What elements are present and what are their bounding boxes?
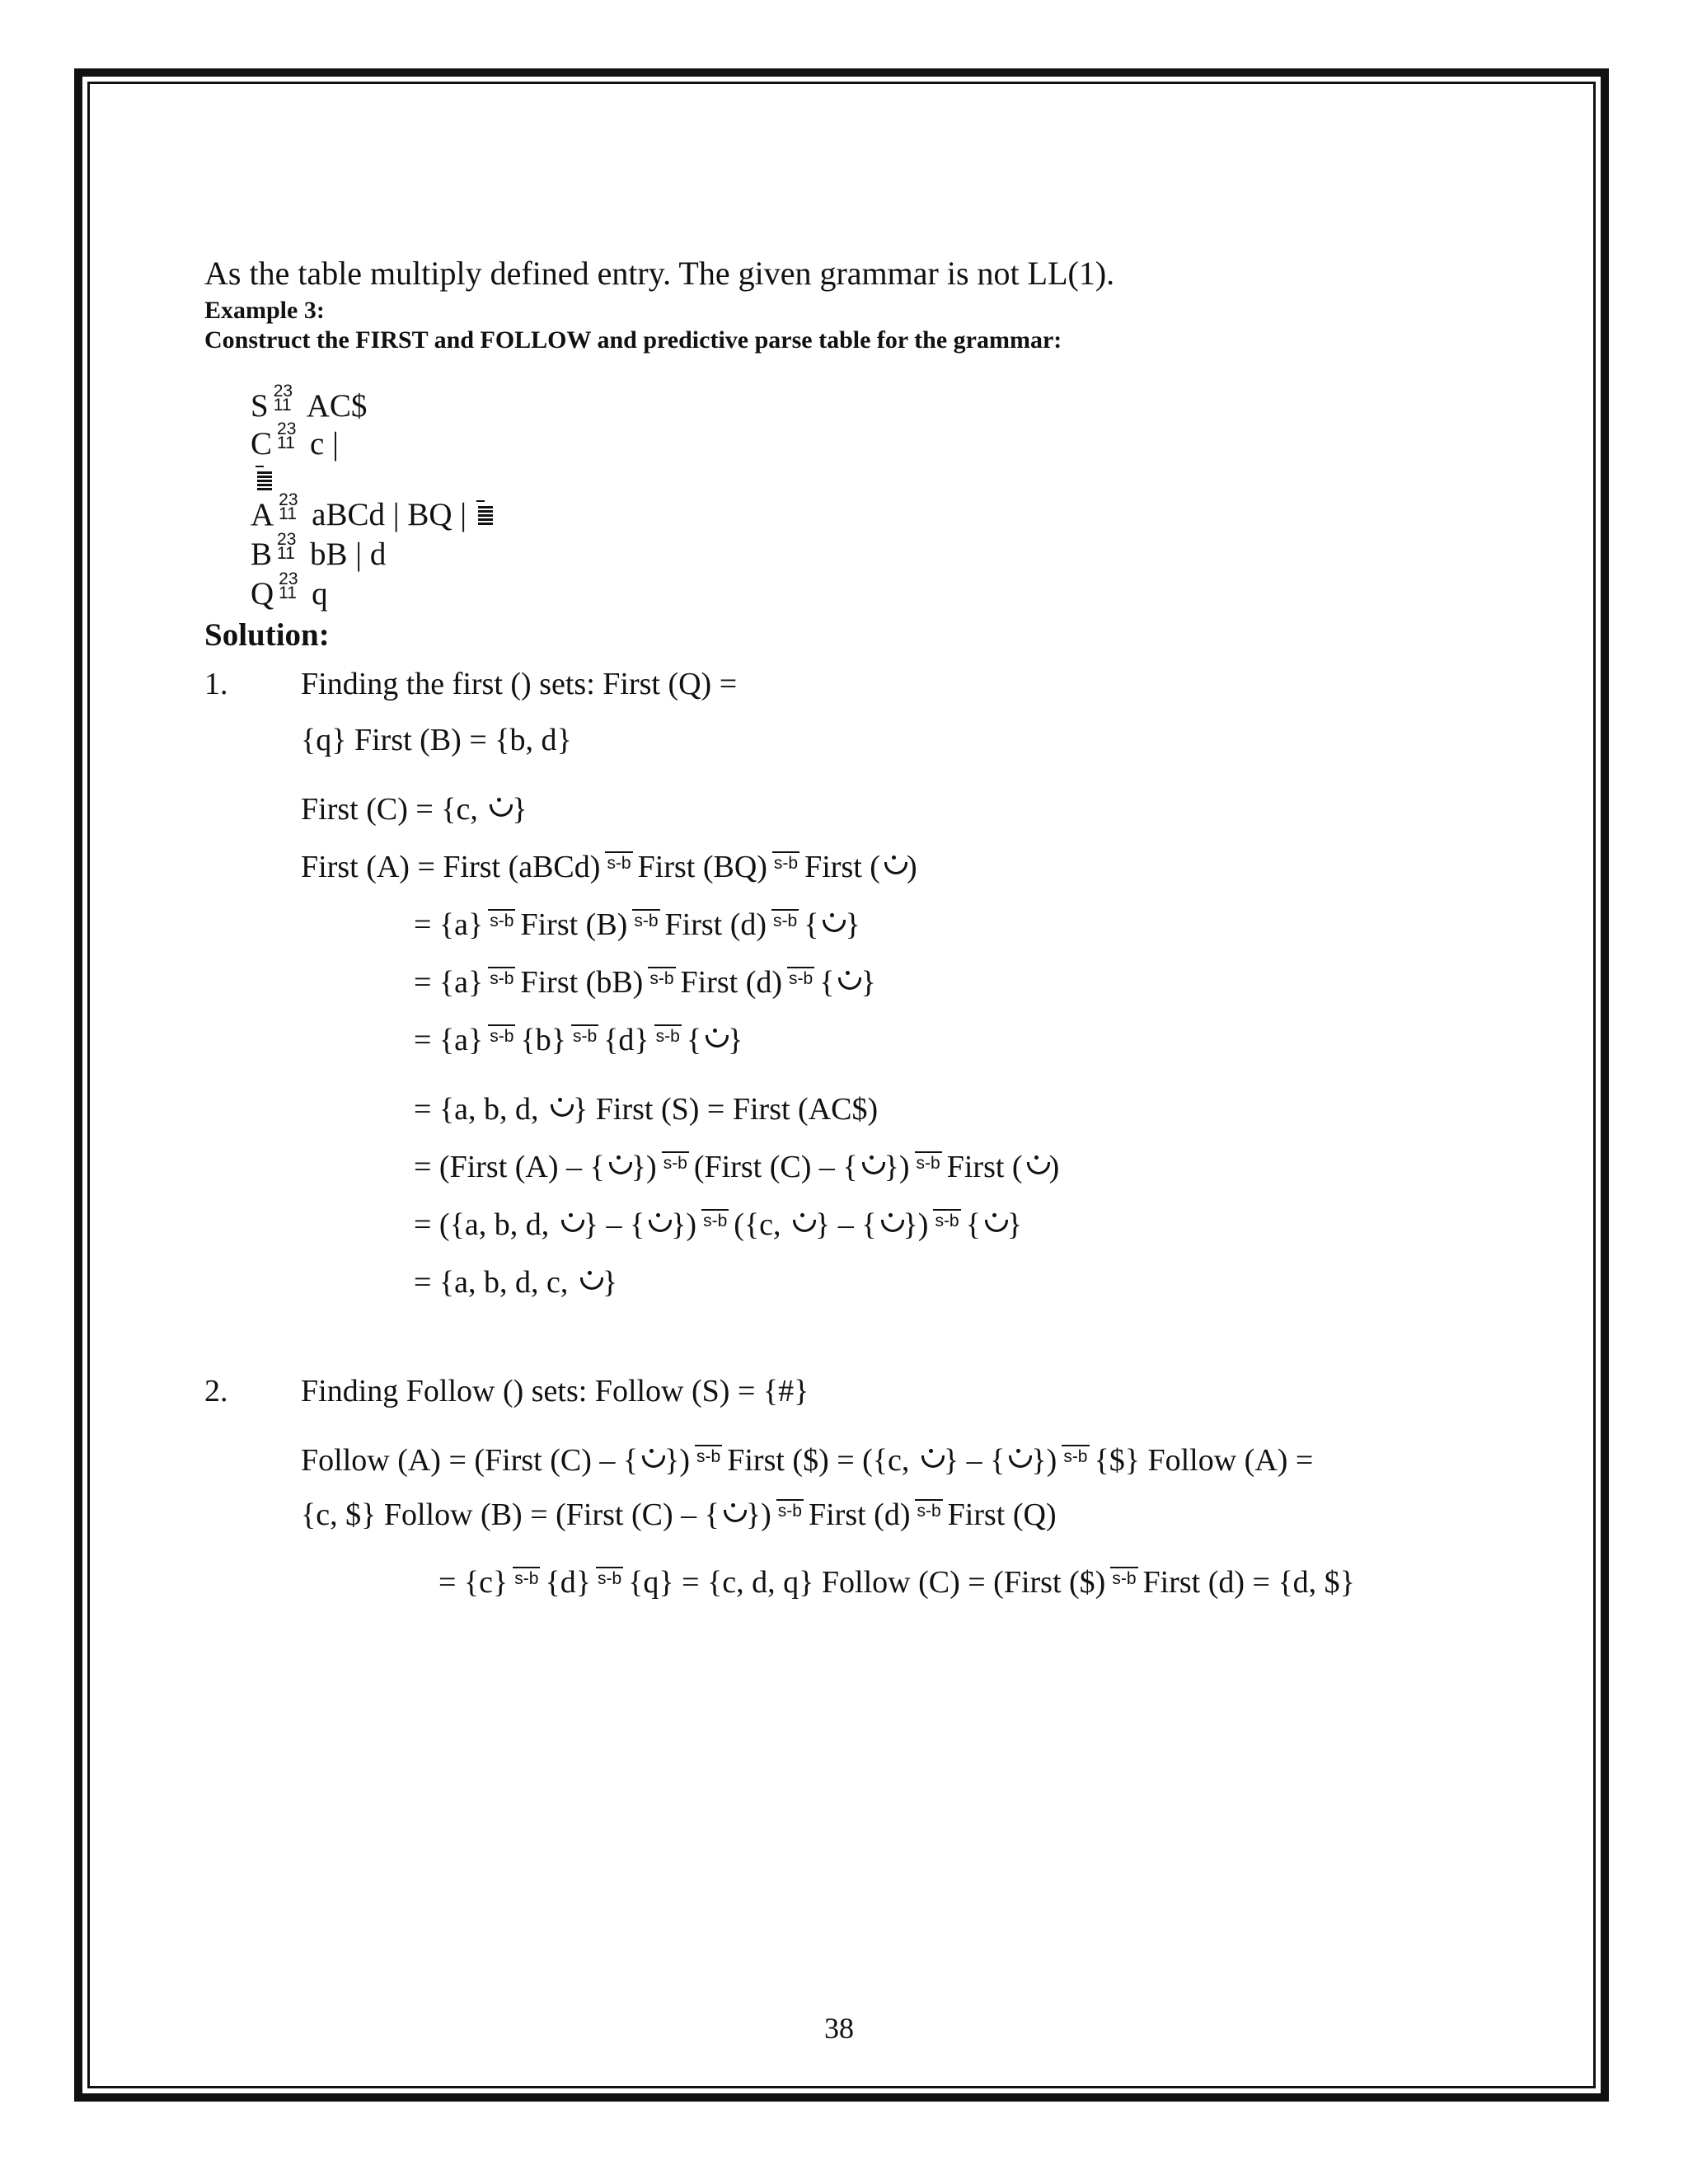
- epsilon-icon: [982, 1218, 1006, 1236]
- union-symbol: s-b: [701, 1209, 729, 1230]
- union-symbol: s-b: [1110, 1567, 1137, 1588]
- production-rhs: bB | d: [310, 537, 387, 572]
- epsilon-icon: [703, 1033, 726, 1052]
- first-line-7: = {a} s-b {b} s-b {d} s-b { }: [414, 1023, 743, 1057]
- follow-line-4: = {c} s-b {d} s-b {q} = {c, d, q} Follow (C) = (First ($) s-b First (d) = {d, $}: [438, 1565, 1355, 1600]
- union-symbol: s-b: [787, 967, 814, 988]
- intro-sentence: As the table multiply defined entry. The given grammar is not LL(1).: [204, 255, 1115, 292]
- production-rhs: aBCd | BQ |: [312, 497, 467, 532]
- production-rhs: q: [312, 576, 328, 612]
- union-symbol: s-b: [933, 1209, 960, 1230]
- production-lhs: B: [251, 537, 273, 572]
- union-symbol: s-b: [488, 1024, 515, 1046]
- epsilon-glitch-icon: [254, 466, 277, 494]
- first-line-1: Finding the first () sets: First (Q) =: [301, 667, 738, 701]
- follow-line-1: Finding Follow () sets: Follow (S) = {#}: [301, 1374, 809, 1408]
- production-rhs: AC$: [306, 388, 368, 424]
- union-symbol: s-b: [571, 1024, 598, 1046]
- first-line-11: = {a, b, d, c, }: [414, 1265, 618, 1300]
- production-c: [251, 419, 339, 462]
- epsilon-icon: [820, 918, 843, 936]
- epsilon-icon: [919, 1454, 942, 1472]
- epsilon-icon: [1006, 1454, 1029, 1472]
- epsilon-icon: [559, 1218, 582, 1236]
- first-line-10: = ({a, b, d, } – { }) s-b ({c, } – { }) s-b { }: [414, 1207, 1023, 1242]
- follow-line-2: Follow (A) = (First (C) – { }) s-b First ($) = ({c, } – { }) s-b {$} Follow (A) =: [301, 1443, 1314, 1478]
- union-symbol: s-b: [596, 1567, 623, 1588]
- production-rhs: c |: [310, 426, 339, 462]
- union-symbol: s-b: [915, 1151, 942, 1173]
- first-line-8: = {a, b, d, } First (S) = First (AC$): [414, 1092, 879, 1127]
- union-symbol: s-b: [776, 1499, 804, 1521]
- epsilon-icon: [640, 1454, 663, 1472]
- page-border-inner: [87, 82, 1596, 2088]
- epsilon-icon: [607, 1160, 630, 1179]
- arrow-icon: 23 11: [273, 382, 293, 415]
- production-s: [251, 382, 368, 424]
- union-symbol: s-b: [488, 967, 515, 988]
- step-number: 2.: [204, 1374, 228, 1408]
- union-symbol: s-b: [632, 909, 659, 930]
- production-lhs: C: [251, 426, 273, 462]
- first-line-2: {q} First (B) = {b, d}: [301, 723, 572, 757]
- first-line-5: = {a} s-b First (B) s-b First (d) s-b { }: [414, 907, 860, 942]
- arrow-icon: 23 11: [279, 490, 298, 523]
- production-lhs: Q: [251, 576, 274, 612]
- union-symbol: s-b: [648, 967, 675, 988]
- union-symbol: s-b: [1062, 1445, 1089, 1466]
- epsilon-icon: [1025, 1160, 1048, 1179]
- union-symbol: s-b: [605, 851, 632, 873]
- production-q: [251, 569, 328, 612]
- example-heading: Example 3:: [204, 297, 325, 324]
- epsilon-glitch-icon: [475, 500, 498, 528]
- construct-instruction: Construct the FIRST and FOLLOW and predictive parse table for the grammar:: [204, 326, 1062, 354]
- arrow-icon: 23 11: [277, 419, 297, 452]
- first-line-3: First (C) = {c, }: [301, 792, 528, 827]
- union-symbol: s-b: [513, 1567, 540, 1588]
- epsilon-icon: [790, 1218, 814, 1236]
- epsilon-icon: [646, 1218, 669, 1236]
- epsilon-icon: [879, 1218, 902, 1236]
- first-line-4: First (A) = First (aBCd) s-b First (BQ) s-b First ( ): [301, 850, 917, 884]
- solution-heading: Solution:: [204, 617, 330, 653]
- arrow-icon: 23 11: [277, 530, 297, 563]
- follow-line-3: {c, $} Follow (B) = (First (C) – { }) s-b First (d) s-b First (Q): [301, 1497, 1057, 1532]
- epsilon-icon: [882, 860, 905, 879]
- union-symbol: s-b: [915, 1499, 942, 1521]
- union-symbol: s-b: [695, 1445, 722, 1466]
- epsilon-icon: [548, 1103, 571, 1121]
- epsilon-icon: [836, 976, 859, 994]
- union-symbol: s-b: [662, 1151, 689, 1173]
- page-number: 38: [824, 2012, 854, 2045]
- first-line-6: = {a} s-b First (bB) s-b First (d) s-b { }: [414, 965, 876, 1000]
- first-line-9: = (First (A) – { }) s-b (First (C) – { }) s-b First ( ): [414, 1150, 1060, 1184]
- epsilon-icon: [721, 1508, 744, 1526]
- step-number: 1.: [204, 667, 228, 701]
- union-symbol: s-b: [654, 1024, 682, 1046]
- union-symbol: s-b: [488, 909, 515, 930]
- epsilon-icon: [487, 803, 510, 821]
- production-b: [251, 530, 387, 573]
- production-lhs: S: [251, 388, 269, 424]
- production-c-epsilon: [254, 462, 277, 499]
- union-symbol: s-b: [772, 851, 799, 873]
- arrow-icon: 23 11: [279, 569, 298, 602]
- epsilon-icon: [860, 1160, 883, 1179]
- epsilon-icon: [578, 1276, 601, 1294]
- union-symbol: s-b: [771, 909, 799, 930]
- production-lhs: A: [251, 497, 274, 532]
- production-a: [251, 490, 498, 533]
